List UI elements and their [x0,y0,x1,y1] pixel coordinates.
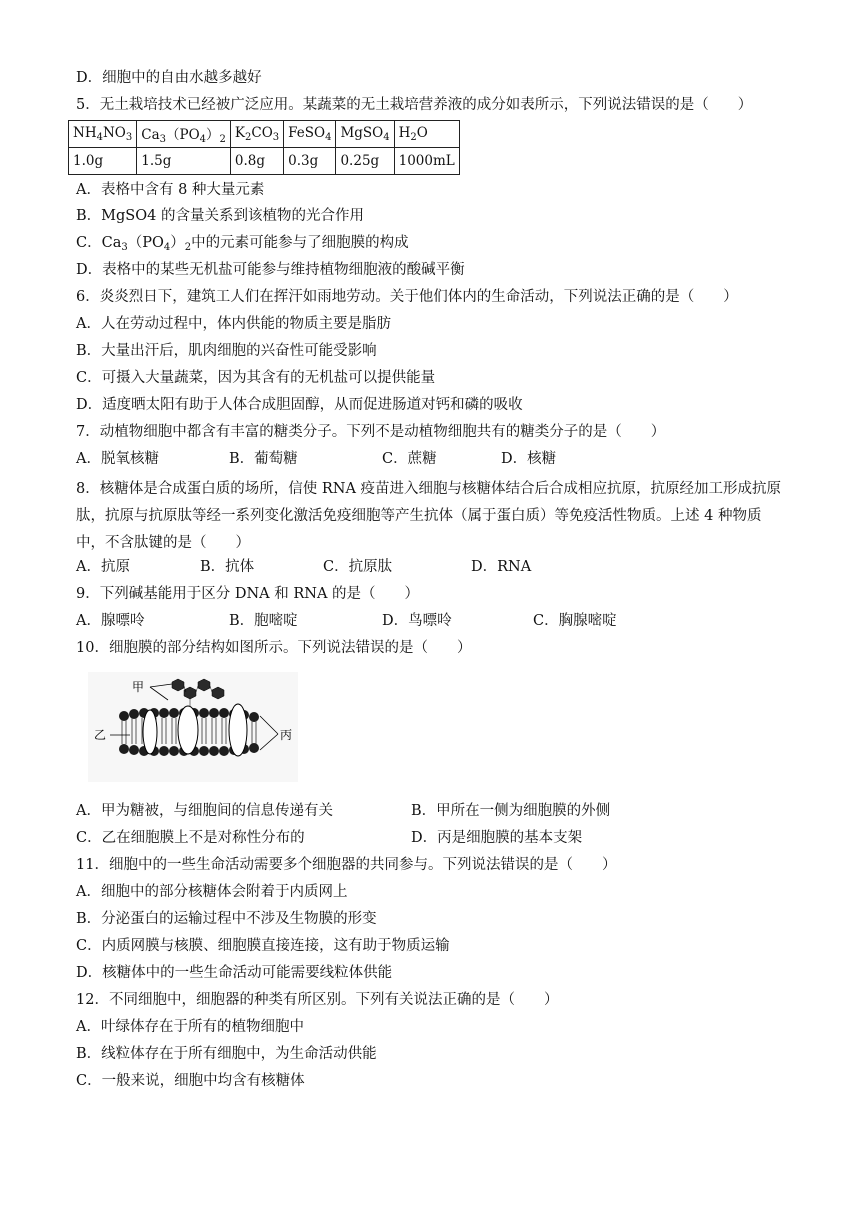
q12-option-c: C．一般来说，细胞中均含有核糖体 [76,1073,305,1089]
q9-option-d: C．胸腺嘧啶 [533,613,617,629]
membrane-protein [229,704,247,756]
q5-option-b: B．MgSO4 的含量关系到该植物的光合作用 [76,208,364,224]
question-8: 8．核糖体是合成蛋白质的场所，信使 RNA 疫苗进入细胞与核糖体结合后合成相应抗原，抗原经加工形成抗原肽，抗原与抗原肽等经一系列变化激活免疫细胞等产生抗体（属于蛋白质）等免疫活性物质。上述 4 种物质中，不含肽键的是（ ） [76,481,782,551]
table-header-cell: $Ca_3(PO_4)_2$ [137,121,231,148]
label-jia: 甲 [132,680,145,694]
q5-option-a: A．表格中含有 8 种大量元素 [76,182,265,198]
table-header-cell: $K_2CO_3$ [230,121,283,148]
table-cell: 0.25g [336,148,394,175]
label-bing: 丙 [280,728,293,742]
q8-option-d: D．RNA [471,559,532,575]
q10-option-c: C．乙在细胞膜上不是对称性分布的 [76,830,305,846]
q9-option-a: A．腺嘌呤 [76,613,145,629]
question-11: 11．细胞中的一些生命活动需要多个细胞器的共同参与。下列说法错误的是（ ） [76,857,617,873]
table-header-cell: $H_2O$ [394,121,459,148]
q6-option-a: A．人在劳动过程中，体内供能的物质主要是脂肪 [76,316,391,332]
table-cell: 0.8g [230,148,283,175]
table-cell: 0.3g [284,148,336,175]
q10-option-b: B．甲所在一侧为细胞膜的外侧 [411,803,611,819]
question-5: 5．无土栽培技术已经被广泛应用。某蔬菜的无土栽培营养液的成分如表所示，下列说法错误的是（ ） [76,97,753,113]
question-12: 12．不同细胞中，细胞器的种类有所区别。下列有关说法正确的是（ ） [76,992,559,1008]
q7-option-c: C．蔗糖 [382,451,437,467]
table-header-cell: FeSO$_4$ [284,121,336,148]
q11-option-a: A．细胞中的部分核糖体会附着于内质网上 [76,884,348,900]
membrane-protein [143,710,157,754]
question-6: 6．炎炎烈日下，建筑工人们在挥汗如雨地劳动。关于他们体内的生命活动，下列说法正确的是（ ） [76,289,738,305]
question-7: 7．动植物细胞中都含有丰富的糖类分子。下列不是动植物细胞共有的糖类分子的是（ ） [76,424,666,440]
table-row [69,121,460,148]
q9-option-c: D．鸟嘌呤 [382,613,452,629]
table-cell: 1.0g [69,148,137,175]
q9-option-b: B．胞嘧啶 [229,613,298,629]
question-9: 9．下列碱基能用于区分 DNA 和 RNA 的是（ ） [76,586,420,602]
q6-option-b: B．大量出汗后，肌肉细胞的兴奋性可能受影响 [76,343,377,359]
cell-membrane-figure [88,672,298,782]
q12-option-b: B．线粒体存在于所有细胞中，为生命活动供能 [76,1046,377,1062]
q5-option-c: C．$Ca_3(PO_4)_2$中的元素可能参与了细胞膜的构成 [76,235,409,253]
q5-option-d: D．表格中的某些无机盐可能参与维持植物细胞液的酸碱平衡 [76,262,465,278]
table-header-cell: $NH_4NO_3$ [69,121,137,148]
question-10: 10．细胞膜的部分结构如图所示。下列说法错误的是（ ） [76,640,472,656]
nutrient-table [68,120,460,175]
glycocalyx-chain [172,679,224,706]
q7-option-a: A．脱氧核糖 [76,451,159,467]
q11-option-b: B．分泌蛋白的运输过程中不涉及生物膜的形变 [76,911,377,927]
label-yi: 乙 [94,728,107,742]
table-cell: 1.5g [137,148,231,175]
q10-option-a: A．甲为糖被，与细胞间的信息传递有关 [76,803,333,819]
table-row [69,148,460,175]
q7-option-d: D．核糖 [501,451,557,467]
q7-option-b: B．葡萄糖 [229,451,298,467]
q11-option-c: C．内质网膜与核膜、细胞膜直接连接，这有助于物质运输 [76,938,450,954]
membrane-protein [178,706,198,754]
q6-option-c: C．可摄入大量蔬菜，因为其含有的无机盐可以提供能量 [76,370,436,386]
q4-option-d: D．细胞中的自由水越多越好 [76,70,262,86]
q8-option-c: C．抗原肽 [323,559,393,575]
q8-option-a: A．抗原 [76,559,130,575]
table-header-cell: MgSO$_4$ [336,121,394,148]
cell-membrane-diagram [88,672,298,782]
q12-option-a: A．叶绿体存在于所有的植物细胞中 [76,1019,304,1035]
q11-option-d: D．核糖体中的一些生命活动可能需要线粒体供能 [76,965,393,981]
q8-option-b: B．抗体 [200,559,255,575]
q10-option-d: D．丙是细胞膜的基本支架 [411,830,583,846]
table-cell: 1000mL [394,148,459,175]
q6-option-d: D．适度晒太阳有助于人体合成胆固醇，从而促进肠道对钙和磷的吸收 [76,397,523,413]
